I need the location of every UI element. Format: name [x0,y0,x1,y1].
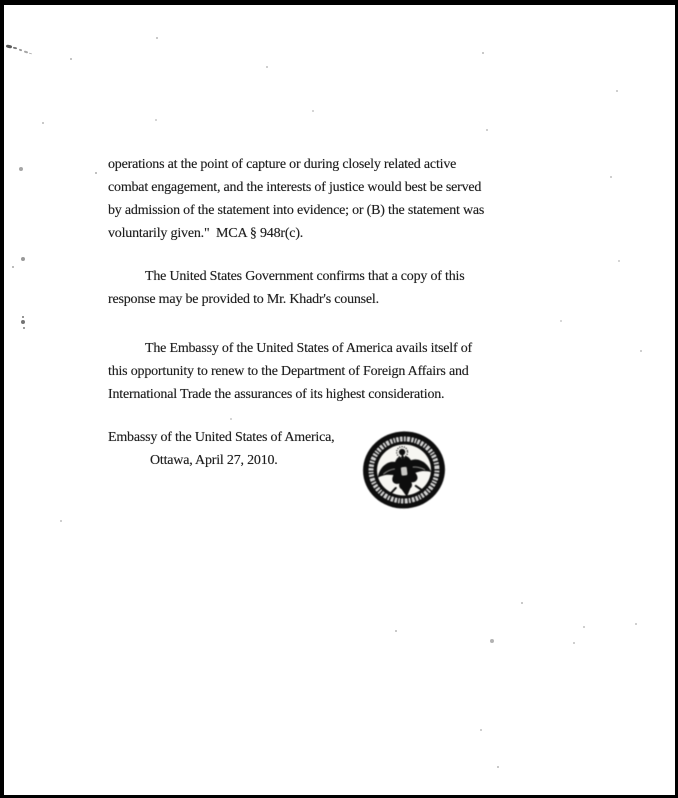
text-line: combat engagement, and the interests of justice would best be served [108,180,482,195]
text-line: this opportunity to renew to the Department of Foreign Affairs and [108,364,469,379]
paragraph-statement-admissibility [108,153,578,245]
scan-noise-specks [0,0,2,2]
text-line: The Embassy of the United States of America avails itself of [145,341,473,356]
text-line: by admission of the statement into evidence; or (B) the statement was [108,203,485,218]
text-line: operations at the point of capture or during closely related active [108,157,457,172]
text-line: voluntarily given." MCA § 948r(c). [108,226,304,241]
signature-block [108,426,578,472]
text-line: International Trade the assurances of its highest consideration. [108,387,445,402]
text-line: response may be provided to Mr. Khadr's counsel. [108,292,379,307]
signature-date-line: Ottawa, April 27, 2010. [150,453,278,468]
paragraph-closing-courtesy [108,337,578,406]
text-line: The United States Government confirms that a copy of this [145,269,465,284]
great-seal-eagle-stamp-icon [357,425,451,516]
scan-border-left [0,0,4,798]
scan-border-top [0,0,678,5]
paragraph-copy-confirmation [108,265,578,311]
document-body [108,153,578,472]
signature-embassy-line: Embassy of the United States of America, [108,430,335,445]
